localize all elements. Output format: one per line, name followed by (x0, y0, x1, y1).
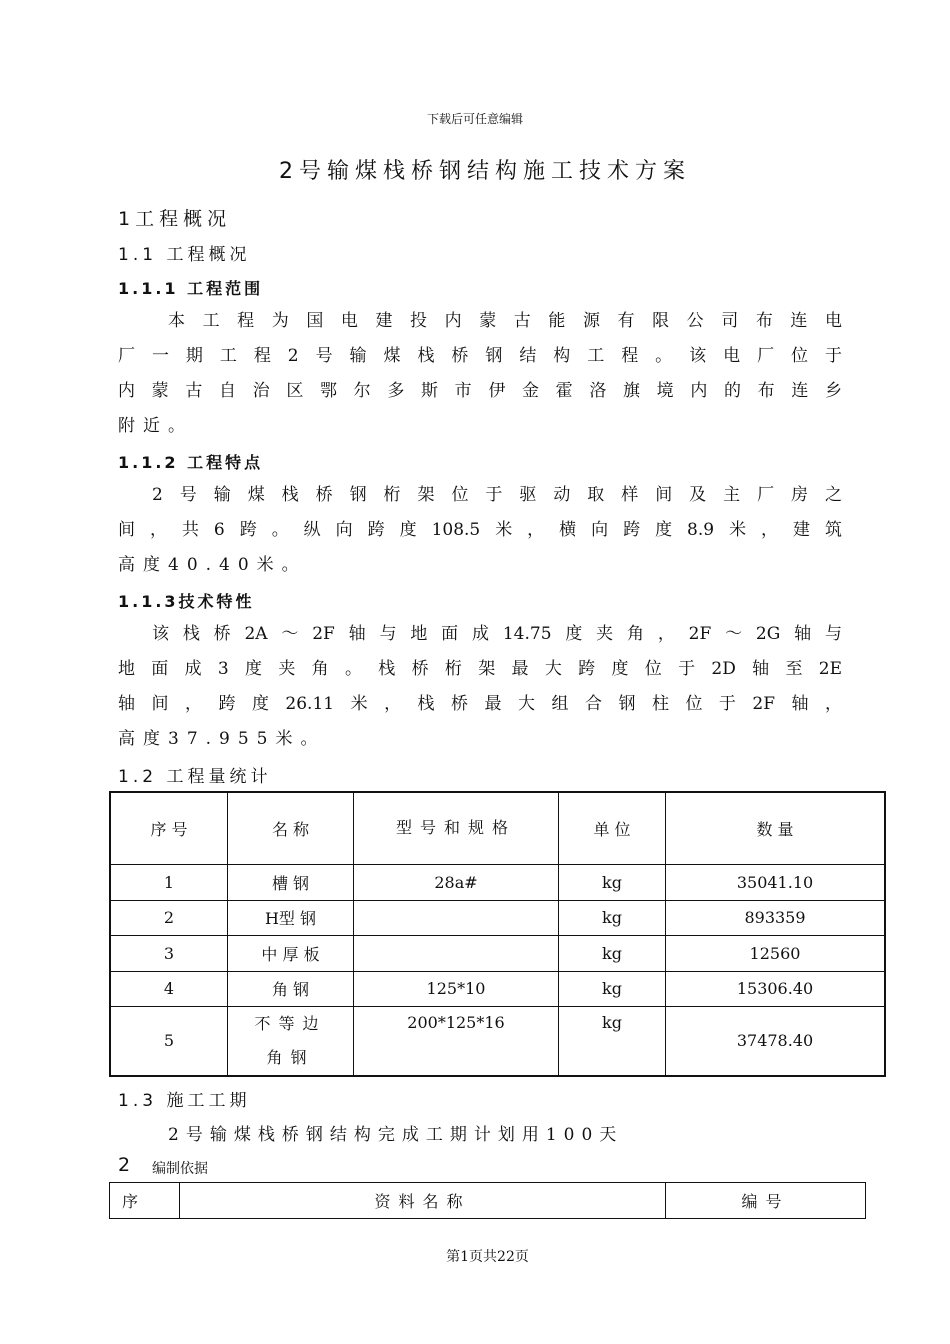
section-1-3-heading: 1.3 施工工期 (118, 1091, 251, 1111)
features-paragraph (118, 478, 842, 583)
paragraph-line: 该栈桥2A～2F轴与地面成14.75度夹角，2F～2G轴与 (152, 624, 842, 644)
cell-qty: 15306.40 (666, 971, 886, 1006)
cell-unit: kg (559, 900, 666, 935)
scope-paragraph (118, 304, 842, 444)
cell-unit: kg (559, 971, 666, 1006)
document-title: 2号输煤栈桥钢结构施工技术方案 (279, 159, 691, 184)
section-2-label: 编制依据 (152, 1161, 208, 1177)
cell-name: 中 厚 板 (228, 935, 354, 971)
cell-unit: kg (559, 864, 666, 900)
paragraph-line: 地面成3度夹角。栈桥桁架最大跨度位于2D轴至2E (118, 659, 842, 679)
cell-no: 1 (110, 864, 228, 900)
table-header-row (110, 1183, 866, 1219)
table-header-row (110, 792, 885, 864)
cell-name: 不等边角钢 (228, 1006, 354, 1076)
cell-spec: 28a# (354, 864, 559, 900)
table-row (110, 935, 885, 971)
section-2-number: 2 (118, 1154, 131, 1176)
column-header: 数 量 (666, 792, 886, 864)
table-row (110, 971, 885, 1006)
cell-spec: 125*10 (354, 971, 559, 1006)
cell-qty: 893359 (666, 900, 886, 935)
cell-no: 2 (110, 900, 228, 935)
cell-qty: 37478.40 (666, 1006, 886, 1076)
cell-name: H型 钢 (228, 900, 354, 935)
paragraph-line: 间，共6跨。纵向跨度108.5米，横向跨度8.9米，建筑 (118, 520, 842, 540)
cell-name: 角 钢 (228, 971, 354, 1006)
section-1-1-3-heading: 1.1.3技术特性 (118, 592, 255, 611)
cell-spec (354, 935, 559, 971)
paragraph-line: 厂一期工程2号输煤栈桥钢结构工程。该电厂位于 (118, 346, 842, 366)
cell-no: 5 (110, 1006, 228, 1076)
page-footer: 第1页共22页 (446, 1249, 529, 1265)
column-header: 型号和规格 (354, 792, 559, 864)
reference-table (109, 1182, 866, 1219)
paragraph-line: 高度37.955米。 (118, 729, 326, 749)
cell-qty: 35041.10 (666, 864, 886, 900)
section-1-1-heading: 1.1 工程概况 (118, 245, 251, 265)
cell-unit: kg (559, 1006, 666, 1076)
table-row (110, 864, 885, 900)
cell-spec: 200*125*16 (354, 1006, 559, 1076)
cell-unit: kg (559, 935, 666, 971)
column-header: 名 称 (228, 792, 354, 864)
paragraph-line: 附近。 (118, 416, 193, 436)
table-row (110, 1006, 885, 1076)
table-row (110, 900, 885, 935)
cell-spec (354, 900, 559, 935)
paragraph-line: 轴间，跨度26.11米，栈桥最大组合钢柱位于2F轴， (118, 694, 842, 714)
paragraph-line: 本工程为国电建投内蒙古能源有限公司布连电 (168, 311, 842, 331)
schedule-text: 2号输煤栈桥钢结构完成工期计划用100天 (168, 1125, 624, 1145)
quantity-table (109, 791, 886, 1077)
cell-qty: 12560 (666, 935, 886, 971)
paragraph-line: 2号输煤栈桥钢桁架位于驱动取样间及主厂房之 (152, 485, 842, 505)
paragraph-line: 内蒙古自治区鄂尔多斯市伊金霍洛旗境内的布连乡 (118, 381, 842, 401)
header-note: 下载后可任意编辑 (426, 112, 523, 126)
column-header: 编号 (666, 1183, 866, 1219)
paragraph-line: 高度40.40米。 (118, 555, 307, 575)
column-header: 资料名称 (180, 1183, 666, 1219)
column-header: 序 号 (110, 792, 228, 864)
section-1-2-heading: 1.2 工程量统计 (118, 767, 272, 787)
characteristics-paragraph (118, 617, 842, 757)
section-1-1-1-heading: 1.1.1 工程范围 (118, 279, 264, 298)
cell-no: 3 (110, 935, 228, 971)
column-header: 单 位 (559, 792, 666, 864)
cell-no: 4 (110, 971, 228, 1006)
section-1-1-2-heading: 1.1.2 工程特点 (118, 453, 264, 472)
cell-name: 槽 钢 (228, 864, 354, 900)
section-1-heading: 1工程概况 (118, 208, 232, 230)
column-header: 序 (110, 1183, 180, 1219)
